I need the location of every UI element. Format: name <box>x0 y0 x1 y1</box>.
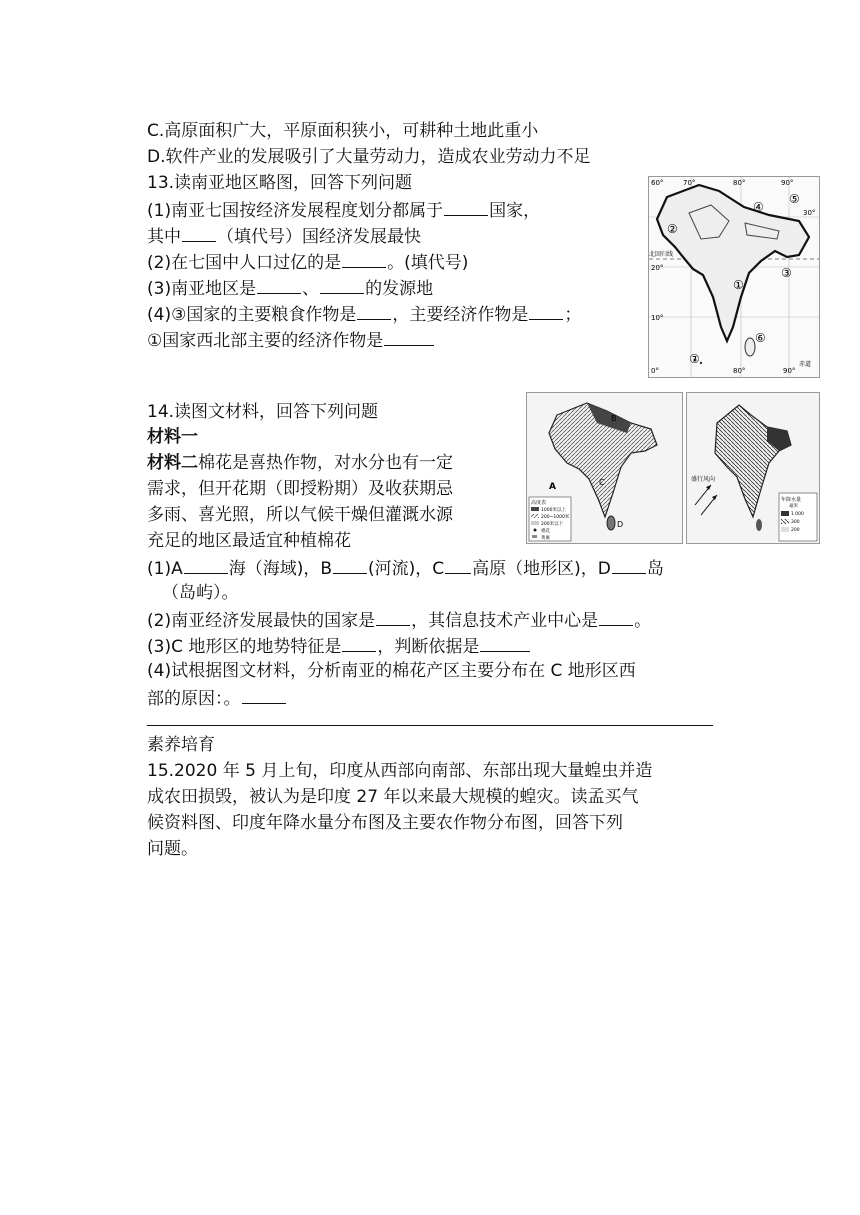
q15-line-4: 问题。 <box>147 839 198 859</box>
answer-blank[interactable] <box>376 607 410 626</box>
legend-item: 棉花 <box>541 529 550 534</box>
south-asia-sketch-map <box>648 176 820 378</box>
q12-option-c: C.高原面积广大，平原面积狭小，可耕种土地此重小 <box>147 121 539 141</box>
lat-label: 30° <box>803 209 816 217</box>
q13-title: 13.读南亚地区略图，回答下列问题 <box>147 173 413 193</box>
q15-line-2: 成农田损毁，被认为是印度 27 年以来最大规模的蝗灾。读孟买气 <box>147 787 639 807</box>
legend-item: 300 <box>791 520 800 525</box>
q14-part-2 <box>147 607 651 633</box>
legend-item: 200米以下 <box>541 522 564 527</box>
q14-p3-a: (3)C 地形区的地势特征是 <box>147 637 342 657</box>
q12-option-d: D.软件产业的发展吸引了大量劳动力，造成农业劳动力不足 <box>147 147 591 167</box>
south-asia-terrain-map <box>526 392 683 544</box>
q13-line-1 <box>147 197 540 223</box>
answer-blank[interactable] <box>480 633 530 652</box>
answer-blank[interactable] <box>184 555 228 574</box>
south-asia-map-svg <box>649 177 819 377</box>
wind-label: 盛行风向 <box>691 476 716 483</box>
map-label: B <box>611 414 617 423</box>
q14-p3-b: ，判断依据是 <box>377 637 480 657</box>
lon-label: 90° <box>781 179 794 187</box>
country-mark: ④ <box>753 200 764 214</box>
answer-blank[interactable] <box>342 249 386 268</box>
q13-l4-text-c: 的发源地 <box>365 279 434 299</box>
rainfall-map-svg <box>687 393 819 543</box>
q13-l4-text-a: (3)南亚地区是 <box>147 279 257 299</box>
section-divider <box>147 725 713 726</box>
answer-blank[interactable] <box>599 607 633 626</box>
equator-label: 赤道 <box>799 361 812 368</box>
terrain-map-svg <box>527 393 682 543</box>
q13-line-3 <box>147 249 468 275</box>
legend-title: 年降水量 <box>781 497 802 503</box>
legend-title: 高度表 <box>531 500 547 506</box>
country-mark: ① <box>733 278 744 292</box>
q14-material-1: 材料一 <box>147 427 198 447</box>
lon-label: 60° <box>651 179 664 187</box>
answer-blank[interactable] <box>529 301 563 320</box>
q13-l3-text-b: 。(填代号) <box>387 253 469 273</box>
q14-p1-c: (河流)，C <box>368 559 445 579</box>
q14-material-2-line-2: 需求，但开花期（即授粉期）及收获期忌 <box>147 479 453 499</box>
bottom-label: 0° <box>651 367 659 375</box>
map-label: D <box>617 520 624 529</box>
answer-blank[interactable] <box>320 275 364 294</box>
q15-line-3: 候资料图、印度年降水量分布图及主要农作物分布图，回答下列 <box>147 813 623 833</box>
answer-blank[interactable] <box>612 555 646 574</box>
country-mark: ⑦ <box>689 352 700 366</box>
country-mark: ② <box>667 222 678 236</box>
answer-blank[interactable] <box>357 301 391 320</box>
answer-blank[interactable] <box>342 633 376 652</box>
bottom-label: 90° <box>783 367 796 375</box>
q14-p2-a: (2)南亚经济发展最快的国家是 <box>147 611 376 631</box>
legend-unit: 毫米 <box>789 504 798 509</box>
material-2-text: 棉花是喜热作物，对水分也有一定 <box>198 453 453 473</box>
q14-p1-d: 高原（地形区)，D <box>472 559 611 579</box>
q14-p1-b: 海（海域)，B <box>228 559 333 579</box>
q13-l2-text-b: （填代号）国经济发展最快 <box>217 227 421 247</box>
lon-label: 80° <box>733 179 746 187</box>
map-label: C <box>599 478 605 487</box>
material-2-label: 材料二 <box>147 453 198 473</box>
map-label: A <box>549 482 556 492</box>
india-rainfall-map <box>686 392 820 544</box>
lon-label: 70° <box>683 179 696 187</box>
lat-label: 10° <box>651 314 664 322</box>
q13-line-2 <box>147 223 421 249</box>
q13-l1-text-a: (1)南亚七国按经济发展程度划分都属于 <box>147 201 444 221</box>
q14-part-3 <box>147 633 531 659</box>
q13-l1-text-b: 国家， <box>489 201 541 221</box>
q14-part-1-cont: （岛屿）。 <box>162 583 239 603</box>
q13-l2-text-a: 其中 <box>147 227 181 247</box>
q14-material-2-line-1 <box>147 451 453 475</box>
q14-part-4-line-1: (4)试根据图文材料，分析南亚的棉花产区主要分布在 C 地形区西 <box>147 661 636 681</box>
section-heading: 素养培育 <box>147 735 215 755</box>
country-mark: ⑤ <box>789 192 800 206</box>
answer-blank[interactable] <box>445 555 471 574</box>
q14-part-4-line-2 <box>147 685 287 711</box>
answer-blank[interactable] <box>242 685 286 704</box>
legend-item: 黄麻 <box>541 536 550 541</box>
q14-p2-b: ，其信息技术产业中心是 <box>411 611 599 631</box>
legend-item: 1000米以上 <box>541 508 566 513</box>
answer-blank[interactable] <box>444 197 488 216</box>
answer-blank[interactable] <box>333 555 367 574</box>
answer-blank[interactable] <box>384 327 434 346</box>
q13-l6-text-a: ①国家西北部主要的经济作物是 <box>147 331 384 351</box>
tropic-label: 北回归线 <box>649 251 674 258</box>
legend-item: 200 <box>791 528 800 533</box>
legend-item: 200~1000米 <box>541 515 570 520</box>
q13-line-5 <box>147 301 581 327</box>
legend-item: 1 000 <box>791 512 804 517</box>
q14-material-2-line-4: 充足的地区最适宜种植棉花 <box>147 531 351 551</box>
country-mark: ⑥ <box>755 331 766 345</box>
q13-l4-text-b: 、 <box>302 279 320 299</box>
country-mark: ③ <box>781 266 792 280</box>
q13-l5-text-a: (4)③国家的主要粮食作物是 <box>147 305 357 325</box>
q13-line-6 <box>147 327 435 353</box>
q14-material-2-line-3: 多雨、喜光照，所以气候干燥但灌溉水源 <box>147 505 453 525</box>
q14-part-1 <box>147 555 664 581</box>
bottom-label: 80° <box>733 367 746 375</box>
q13-l5-text-c: ； <box>564 305 582 325</box>
q14-title: 14.读图文材料，回答下列问题 <box>147 402 379 422</box>
q14-p4-b: 部的原因：。 <box>147 689 241 709</box>
lat-label: 20° <box>651 264 664 272</box>
q13-l3-text-a: (2)在七国中人口过亿的是 <box>147 253 342 273</box>
q13-l5-text-b: ，主要经济作物是 <box>392 305 529 325</box>
q14-p2-c: 。 <box>634 611 652 631</box>
q15-line-1: 15.2020 年 5 月上旬，印度从西部向南部、东部出现大量蝗虫并造 <box>147 761 653 781</box>
answer-blank[interactable] <box>257 275 301 294</box>
answer-blank[interactable] <box>182 223 216 242</box>
q14-p1-a: (1)A <box>147 559 183 579</box>
q14-p1-e: 岛 <box>646 559 664 579</box>
q13-line-4 <box>147 275 433 301</box>
